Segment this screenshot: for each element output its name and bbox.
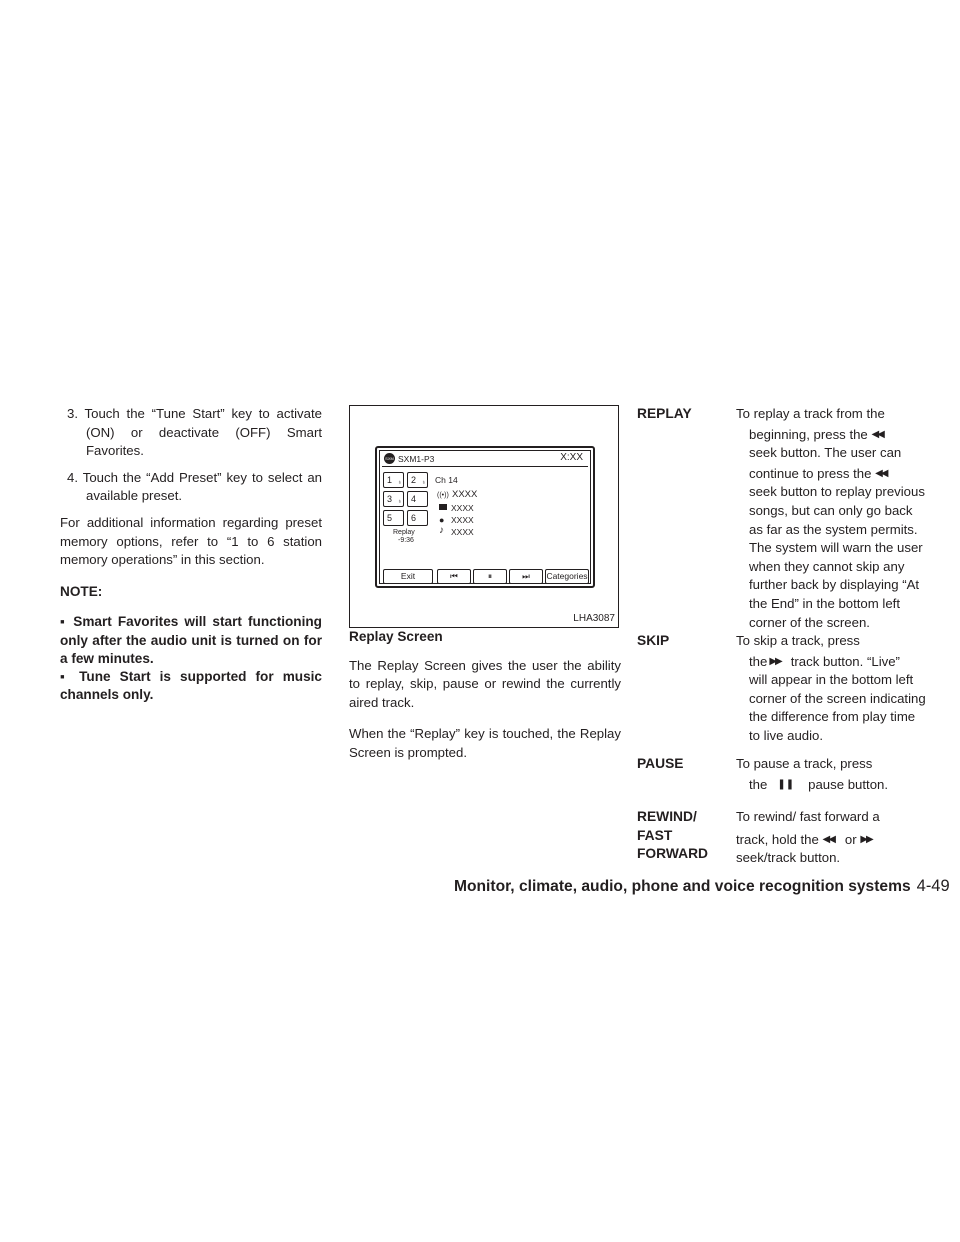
clock: X:XX	[560, 452, 583, 463]
skip-term: SKIP	[637, 633, 670, 648]
note-tune-start: ▪ Tune Start is supported for music channels only.	[60, 668, 322, 703]
skip-forward-icon: ▶▶	[860, 833, 872, 845]
note-heading: NOTE:	[60, 583, 103, 599]
pause-icon: ❚❚	[777, 778, 795, 790]
pause-button[interactable]	[473, 569, 507, 584]
preset-2-button[interactable]: 2 ♁	[407, 472, 428, 488]
rewind-forward-description: To rewind/ fast forward a track, hold the ◀◀ or ▶▶ seek/track button.	[736, 809, 880, 866]
skip-forward-icon: ⏭	[522, 571, 530, 581]
preset-1-button[interactable]: 1 ♁	[383, 472, 404, 488]
song-title: XXXX	[451, 527, 474, 537]
favorite-icon: ♁	[421, 480, 426, 486]
artist-icon: ●	[439, 515, 445, 525]
note-smart-favorites: ▪ Smart Favorites will start functioning only after the audio unit is turned on for a few minutes.	[60, 614, 322, 666]
replay-term: REPLAY	[637, 406, 692, 421]
artist-name: XXXX	[451, 515, 474, 525]
page-number: 4-49	[916, 877, 950, 895]
categories-button[interactable]: Categories	[545, 569, 589, 584]
figure-id: LHA3087	[573, 613, 615, 624]
channel-number: Ch 14	[435, 475, 458, 485]
seek-back-icon: ⏮	[450, 571, 458, 581]
favorite-icon: ♁	[397, 480, 402, 486]
sirius-logo-icon: SXM	[384, 453, 395, 464]
replay-description: To replay a track from the beginning, press the ◀◀ seek button. The user can continue to press the ◀◀ seek button to replay previous songs, but can only go back as far as the system permits. The system will warn the user when they cannot skip any further back by displaying “At the End” in the bottom left corner of the screen.	[736, 406, 925, 630]
replay-time: -9:36	[398, 537, 414, 544]
channel-label: SXM1-P3	[398, 454, 435, 464]
skip-forward-icon: ▶▶	[769, 655, 781, 667]
step-4: 4. Touch the “Add Preset” key to select an available preset.	[67, 469, 322, 504]
step-3: 3. Touch the “Tune Start” key to activate (ON) or deactivate (OFF) Smart Favorites.	[67, 406, 322, 459]
channel-name: XXXX	[452, 489, 478, 500]
seek-back-button[interactable]	[437, 569, 471, 584]
favorite-icon: ♁	[397, 499, 402, 505]
broadcast-icon: ((•))	[437, 492, 449, 499]
pause-description: To pause a track, press the ❚❚ pause button.	[736, 755, 926, 794]
rewind-forward-term: REWIND/ FAST FORWARD	[637, 809, 709, 862]
reference-paragraph: For additional information regarding preset memory options, refer to “1 to 6 station memory operations” in this section.	[60, 514, 322, 568]
music-note-icon: ♪	[439, 525, 444, 536]
replay-screen-figure	[349, 405, 619, 628]
seek-back-icon: ◀◀	[822, 833, 834, 845]
page-footer	[454, 877, 950, 896]
preset-5-button[interactable]: 5	[383, 510, 404, 526]
replay-screen-heading: Replay Screen	[349, 629, 443, 644]
category-name: XXXX	[451, 503, 474, 513]
middle-column	[349, 405, 621, 776]
skip-description: To skip a track, press the ▶▶ track button. “Live” will appear in the bottom left corner of the screen indicating the difference from play time to live audio.	[736, 633, 926, 743]
replay-screen-para-1: The Replay Screen gives the user the ability to replay, skip, pause or rewind the currently aired track.	[349, 657, 621, 710]
status-divider	[382, 466, 588, 467]
seek-back-icon: ◀◀	[875, 467, 887, 479]
replay-label: Replay	[393, 529, 415, 536]
replay-screen-para-2: When the “Replay” key is touched, the Replay Screen is prompted.	[349, 726, 621, 760]
skip-forward-button[interactable]	[509, 569, 543, 584]
left-column	[60, 405, 322, 704]
pause-term: PAUSE	[637, 756, 684, 771]
pause-icon: ⏸	[487, 571, 493, 581]
preset-4-button[interactable]: 4	[407, 491, 428, 507]
preset-6-button[interactable]: 6	[407, 510, 428, 526]
seek-back-icon: ◀◀	[871, 428, 883, 440]
display-screen	[375, 446, 595, 588]
category-icon	[439, 504, 447, 510]
section-title: Monitor, climate, audio, phone and voice recognition systems	[454, 878, 911, 895]
preset-3-button[interactable]: 3 ♁	[383, 491, 404, 507]
exit-button[interactable]: Exit	[383, 569, 433, 584]
